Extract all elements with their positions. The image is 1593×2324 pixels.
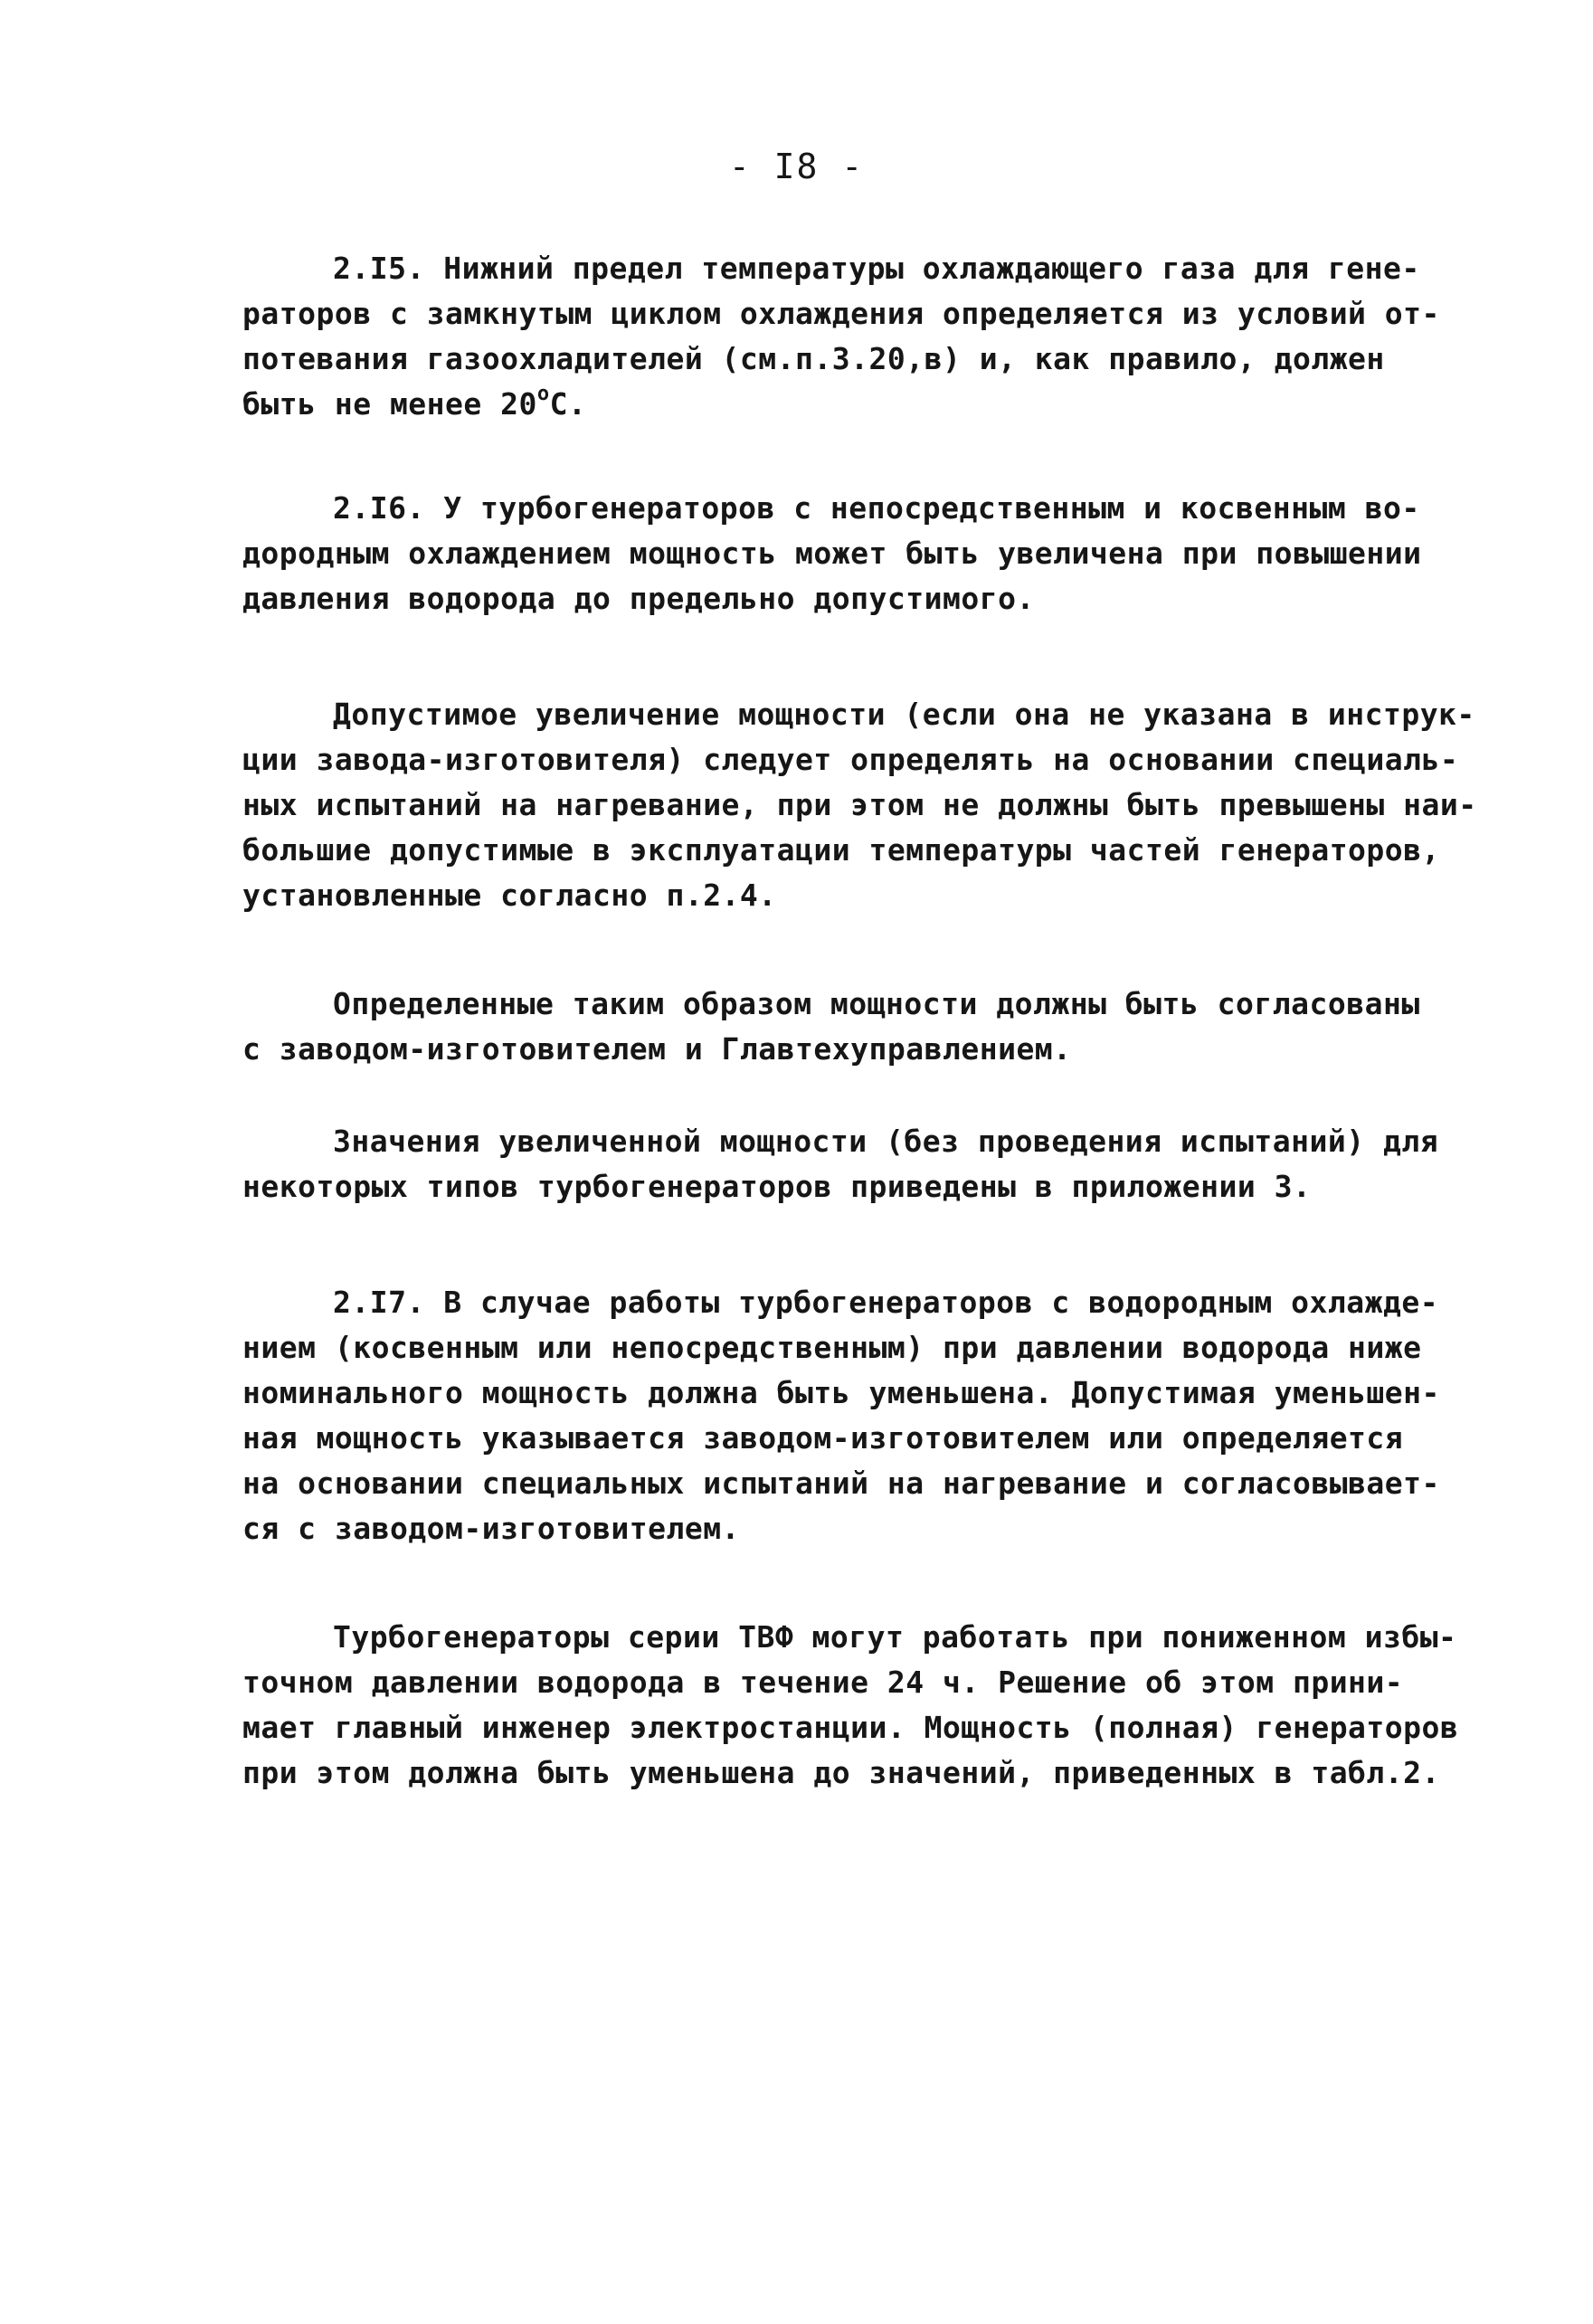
text-line: с заводом-изготовителем и Главтехуправлением. <box>242 1031 1072 1067</box>
text-fragment: быть не менее 20 <box>242 386 537 422</box>
text-line: Турбогенераторы серии ТВФ могут работать при пониженном избы- <box>333 1619 1457 1655</box>
paragraph-2-15 <box>242 246 1509 427</box>
text-line: давления водорода до предельно допустимого. <box>242 581 1035 616</box>
text-fragment: С. <box>549 386 587 422</box>
text-line: дородным охлаждением мощность может быть увеличена при повышении <box>242 536 1422 571</box>
text-line: ная мощность указывается заводом-изготовителем или определяется <box>242 1420 1404 1456</box>
paragraph-2-16-agreement <box>242 982 1509 1072</box>
text-line: номинального мощность должна быть уменьшена. Допустимая уменьшен- <box>242 1375 1440 1410</box>
text-line: при этом должна быть уменьшена до значений, приведенных в табл.2. <box>242 1755 1440 1790</box>
text-line: ных испытаний на нагревание, при этом не должны быть превышены наи- <box>242 787 1477 822</box>
text-line: большие допустимые в эксплуатации температуры частей генераторов, <box>242 832 1440 868</box>
text-line: Значения увеличенной мощности (без проведения испытаний) для <box>333 1124 1439 1159</box>
text-line: мает главный инженер электростанции. Мощность (полная) генераторов <box>242 1710 1459 1745</box>
text-line: ся с заводом-изготовителем. <box>242 1511 740 1546</box>
text-line: установленные согласно п.2.4. <box>242 877 777 913</box>
paragraph-2-17-tvf <box>242 1615 1509 1796</box>
paragraph-2-17 <box>242 1280 1509 1551</box>
text-line: ции завода-изготовителя) следует определять на основании специаль- <box>242 742 1459 777</box>
paragraph-2-16-allowed-increase <box>242 692 1509 918</box>
text-line: Определенные таким образом мощности должны быть согласованы <box>333 986 1420 1021</box>
text-line: 2.I5. Нижний предел температуры охлаждающего газа для гене- <box>333 251 1420 286</box>
paragraph-2-16-appendix <box>242 1119 1509 1209</box>
text-line: точном давлении водорода в течение 24 ч. Решение об этом прини- <box>242 1665 1404 1700</box>
page-number: - I8 - <box>728 147 865 186</box>
text-line: 2.I6. У турбогенераторов с непосредственным и косвенным во- <box>333 490 1420 526</box>
paragraph-2-16 <box>242 486 1509 621</box>
text-line: на основании специальных испытаний на нагревание и согласовывает- <box>242 1466 1440 1501</box>
text-line: раторов с замкнутым циклом охлаждения определяется из условий от- <box>242 296 1440 331</box>
text-line: 2.I7. В случае работы турбогенераторов с водородным охлажде- <box>333 1285 1439 1320</box>
text-line: потевания газоохладителей (см.п.3.20,в) и, как правило, должен <box>242 341 1385 376</box>
text-line: нием (косвенным или непосредственным) при давлении водорода ниже <box>242 1330 1422 1365</box>
text-line-with-degree <box>242 382 1509 427</box>
degree-superscript: o <box>536 383 550 405</box>
text-line: некоторых типов турбогенераторов приведены в приложении 3. <box>242 1169 1312 1204</box>
text-line: Допустимое увеличение мощности (если она не указана в инструк- <box>333 697 1475 732</box>
